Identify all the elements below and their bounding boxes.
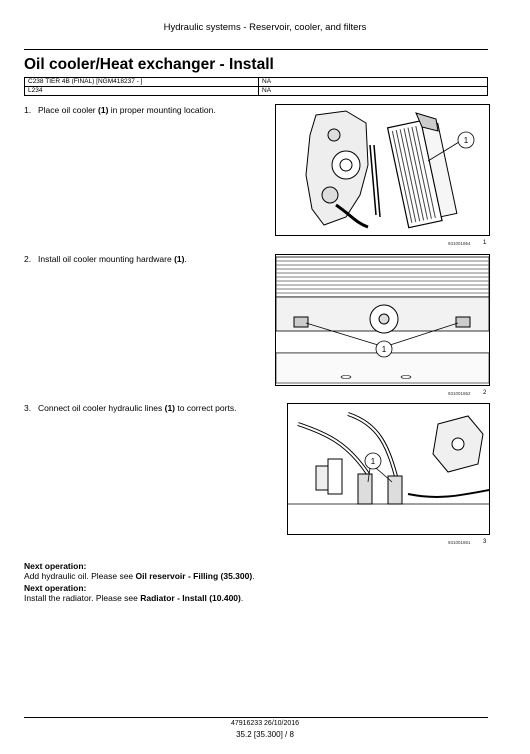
next-operation-text: Add hydraulic oil. Please see: [24, 571, 136, 581]
step-text: Place oil cooler: [38, 105, 99, 115]
oil-cooler-illustration: [276, 105, 489, 235]
next-operation-label: Next operation:: [24, 583, 87, 593]
model-applicability-table: [24, 77, 488, 96]
step-ref: (1): [164, 403, 176, 413]
step-3: [24, 403, 264, 413]
next-operation-1: [24, 561, 255, 581]
next-operation-text-end: .: [240, 593, 244, 603]
figure-1-oil-cooler: [275, 104, 490, 236]
step-1: [24, 105, 264, 115]
hydraulic-lines-illustration: [288, 404, 489, 534]
value-cell: NA: [259, 78, 488, 87]
step-text: Connect oil cooler hydraulic lines: [38, 403, 165, 413]
footer-doc: 47916233 26/10/2016: [230, 720, 300, 727]
model-cell: C238 TIER 4B (FINAL) [NGM418237 - ]: [25, 78, 259, 87]
next-operation-2: [24, 583, 243, 603]
next-operation-label: Next operation:: [24, 561, 87, 571]
oil-reservoir-filling-link[interactable]: Oil reservoir - Filling (35.300): [135, 571, 253, 581]
step-number: 1.: [24, 105, 32, 115]
page-title: Oil cooler/Heat exchanger - Install: [24, 56, 274, 73]
table-row: [25, 87, 488, 96]
header-rule: [24, 49, 488, 50]
callout-label: 1: [370, 457, 376, 466]
figure-code: 931001862: [448, 391, 471, 396]
next-operation-text-end: .: [252, 571, 255, 581]
step-text-end: to correct ports.: [175, 403, 237, 413]
step-2: [24, 254, 264, 264]
model-cell: L234: [25, 87, 259, 96]
callout-label: 1: [463, 136, 469, 145]
callout-label: 1: [381, 345, 387, 354]
running-header: Hydraulic systems - Reservoir, cooler, and filters: [163, 22, 367, 33]
figure-number: 1: [483, 240, 487, 246]
step-text-end: .: [184, 254, 187, 264]
radiator-install-link[interactable]: Radiator - Install (10.400): [140, 593, 241, 603]
figure-3-hydraulic-lines: [287, 403, 490, 535]
step-ref: (1): [98, 105, 109, 115]
figure-code: 931001861: [448, 540, 471, 545]
next-operation-text: Install the radiator. Please see: [24, 593, 141, 603]
table-row: [25, 78, 488, 87]
step-text: Install oil cooler mounting hardware: [38, 254, 175, 264]
step-text-end: in proper mounting location.: [108, 105, 216, 115]
value-cell: NA: [259, 87, 488, 96]
figure-code: 931001864: [448, 241, 471, 246]
figure-2-mounting-hardware: [275, 254, 490, 386]
step-number: 3.: [24, 403, 32, 413]
footer-rule: [24, 717, 488, 718]
figure-number: 3: [483, 539, 487, 545]
mounting-hardware-illustration: [276, 255, 489, 385]
step-ref: (1): [174, 254, 185, 264]
step-number: 2.: [24, 254, 32, 264]
footer-page: 35.2 [35.300] / 8: [236, 730, 294, 739]
figure-number: 2: [483, 390, 487, 396]
